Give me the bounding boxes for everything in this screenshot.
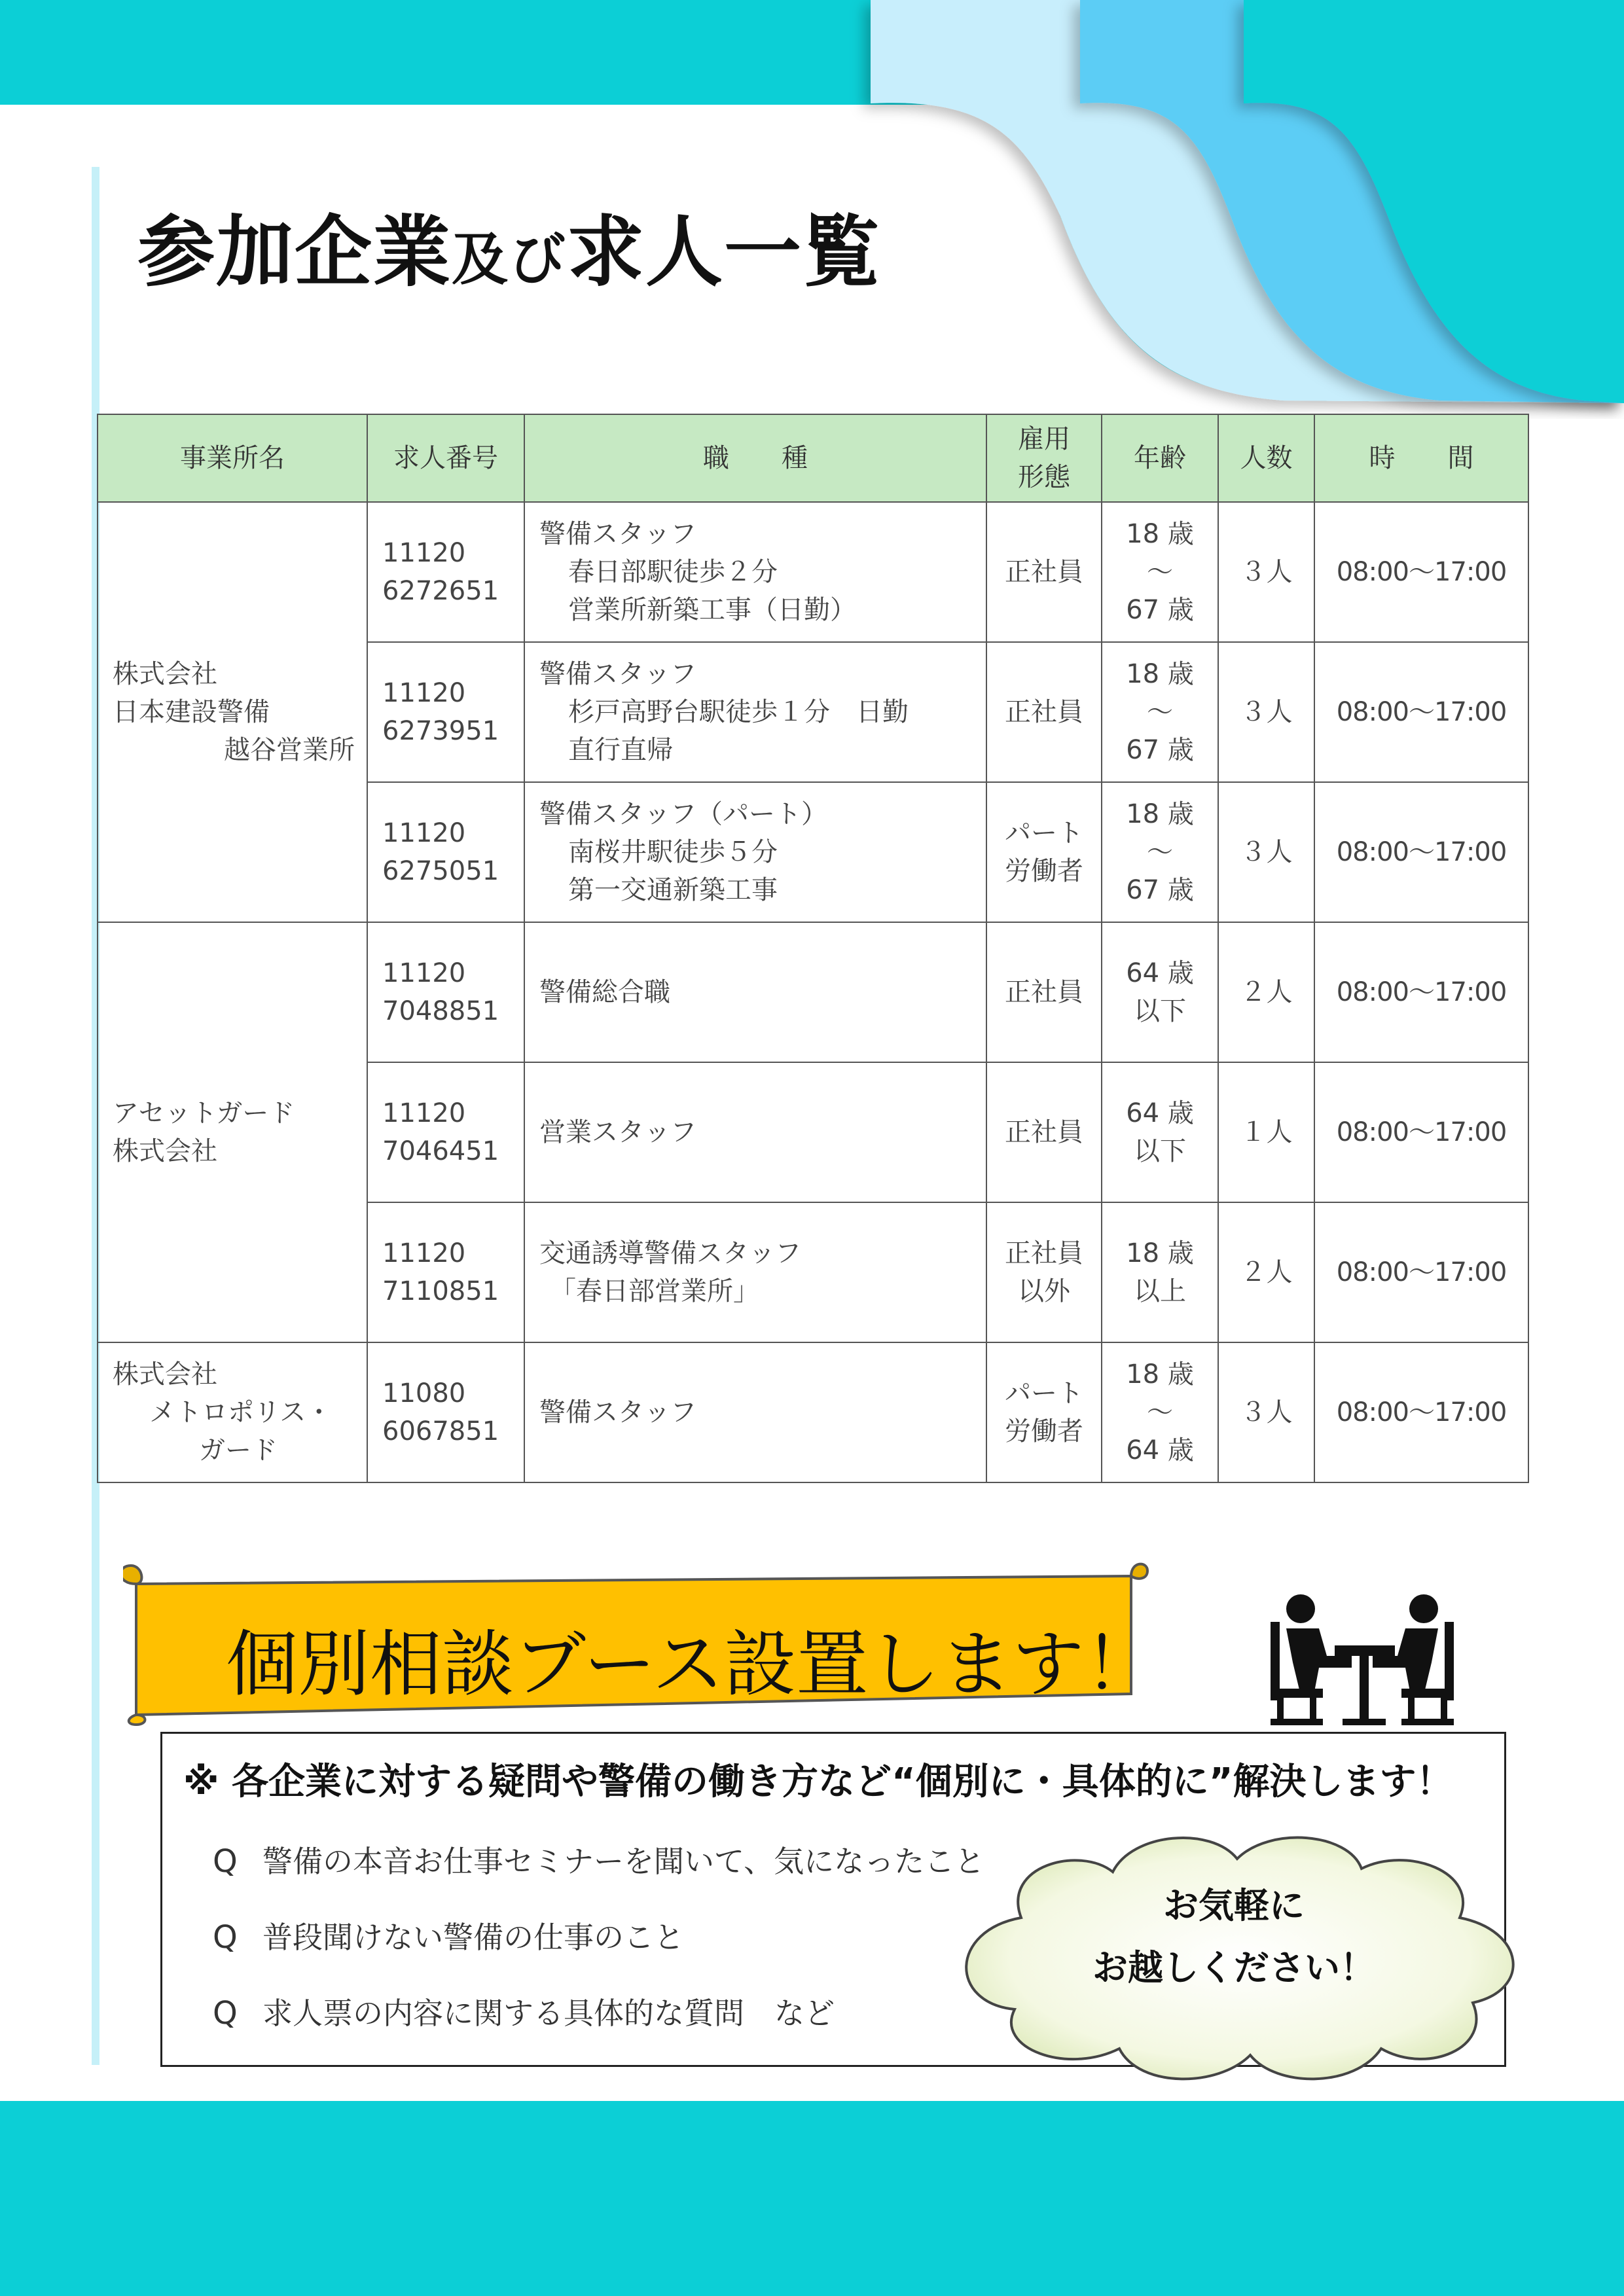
age-range: 18 歳 ～ 67 歳 [1102,642,1218,782]
cloud-message: お気軽に お越しください！ [1092,1885,1375,1988]
header-role: 職 種 [524,414,986,502]
age-range: 18 歳 以上 [1102,1202,1218,1342]
employment-type: 正社員 [986,1062,1102,1202]
question-mark: Q [213,1919,238,1956]
work-hours: 08:00～17:00 [1314,922,1528,1062]
question-item: Q 普段聞けない警備の仕事のこと [213,1919,684,1956]
job-number: 11120 7048851 [367,922,524,1062]
table-row [98,1342,1528,1482]
headcount: ３人 [1218,502,1314,642]
headcount: ３人 [1218,782,1314,922]
job-role: 警備スタッフ 春日部駅徒歩２分 営業所新築工事（日勤） [524,502,986,642]
job-number: 11080 6067851 [367,1342,524,1482]
headcount: ３人 [1218,1342,1314,1482]
work-hours: 08:00～17:00 [1314,1062,1528,1202]
header-company: 事業所名 [98,414,367,502]
header-time: 時 間 [1314,414,1528,502]
work-hours: 08:00～17:00 [1314,502,1528,642]
job-listing-table [97,414,1529,1483]
job-number: 11120 6273951 [367,642,524,782]
headcount: ２人 [1218,1202,1314,1342]
question-item: Q 警備の本音お仕事セミナーを聞いて、気になったこと [213,1843,985,1880]
employment-type: 正社員 [986,642,1102,782]
job-role: 警備スタッフ 杉戸高野台駅徒歩１分 日勤 直行直帰 [524,642,986,782]
age-range: 18 歳 ～ 64 歳 [1102,1342,1218,1482]
headcount: ２人 [1218,922,1314,1062]
header-age: 年齢 [1102,414,1218,502]
job-number: 11120 6272651 [367,502,524,642]
bottom-color-band [0,2101,1624,2296]
employment-type: 正社員 以外 [986,1202,1102,1342]
header-count: 人数 [1218,414,1314,502]
job-role: 警備総合職 [524,922,986,1062]
work-hours: 08:00～17:00 [1314,1202,1528,1342]
question-mark: Q [213,1995,238,2032]
headcount: ３人 [1218,642,1314,782]
age-range: 18 歳 ～ 67 歳 [1102,502,1218,642]
work-hours: 08:00～17:00 [1314,1342,1528,1482]
two-people-at-table-icon [1267,1590,1463,1728]
job-role: 営業スタッフ [524,1062,986,1202]
table-row [98,502,1528,642]
header-employment: 雇用 形態 [986,414,1102,502]
table-row [98,922,1528,1062]
job-number: 11120 6275051 [367,782,524,922]
job-number: 11120 7110851 [367,1202,524,1342]
company-cell: 株式会社 日本建設警備 越谷営業所 [98,502,367,922]
age-range: 64 歳 以下 [1102,922,1218,1062]
age-range: 64 歳 以下 [1102,1062,1218,1202]
work-hours: 08:00～17:00 [1314,782,1528,922]
job-role: 警備スタッフ（パート） 南桜井駅徒歩５分 第一交通新築工事 [524,782,986,922]
header-job-number: 求人番号 [367,414,524,502]
job-role: 交通誘導警備スタッフ 「春日部営業所」 [524,1202,986,1342]
info-heading: ※ 各企業に対する疑問や警備の働き方など“個別に・具体的に”解決します！ [183,1761,1453,1803]
job-number: 11120 7046451 [367,1062,524,1202]
employment-type: パート 労働者 [986,782,1102,922]
banner-text: 個別相談ブース設置します！ [226,1623,1157,1706]
age-range: 18 歳 ～ 67 歳 [1102,782,1218,922]
employment-type: 正社員 [986,922,1102,1062]
question-mark: Q [213,1843,238,1880]
headcount: １人 [1218,1062,1314,1202]
page-title: 参加企業及び求人一覧 [137,207,882,297]
company-cell: アセットガード 株式会社 [98,922,367,1342]
question-item: Q 求人票の内容に関する具体的な質問 など [213,1995,835,2032]
employment-type: パート 労働者 [986,1342,1102,1482]
job-role: 警備スタッフ [524,1342,986,1482]
work-hours: 08:00～17:00 [1314,642,1528,782]
employment-type: 正社員 [986,502,1102,642]
company-cell: 株式会社 メトロポリス・ ガード [98,1342,367,1482]
table-header-row [98,414,1528,502]
